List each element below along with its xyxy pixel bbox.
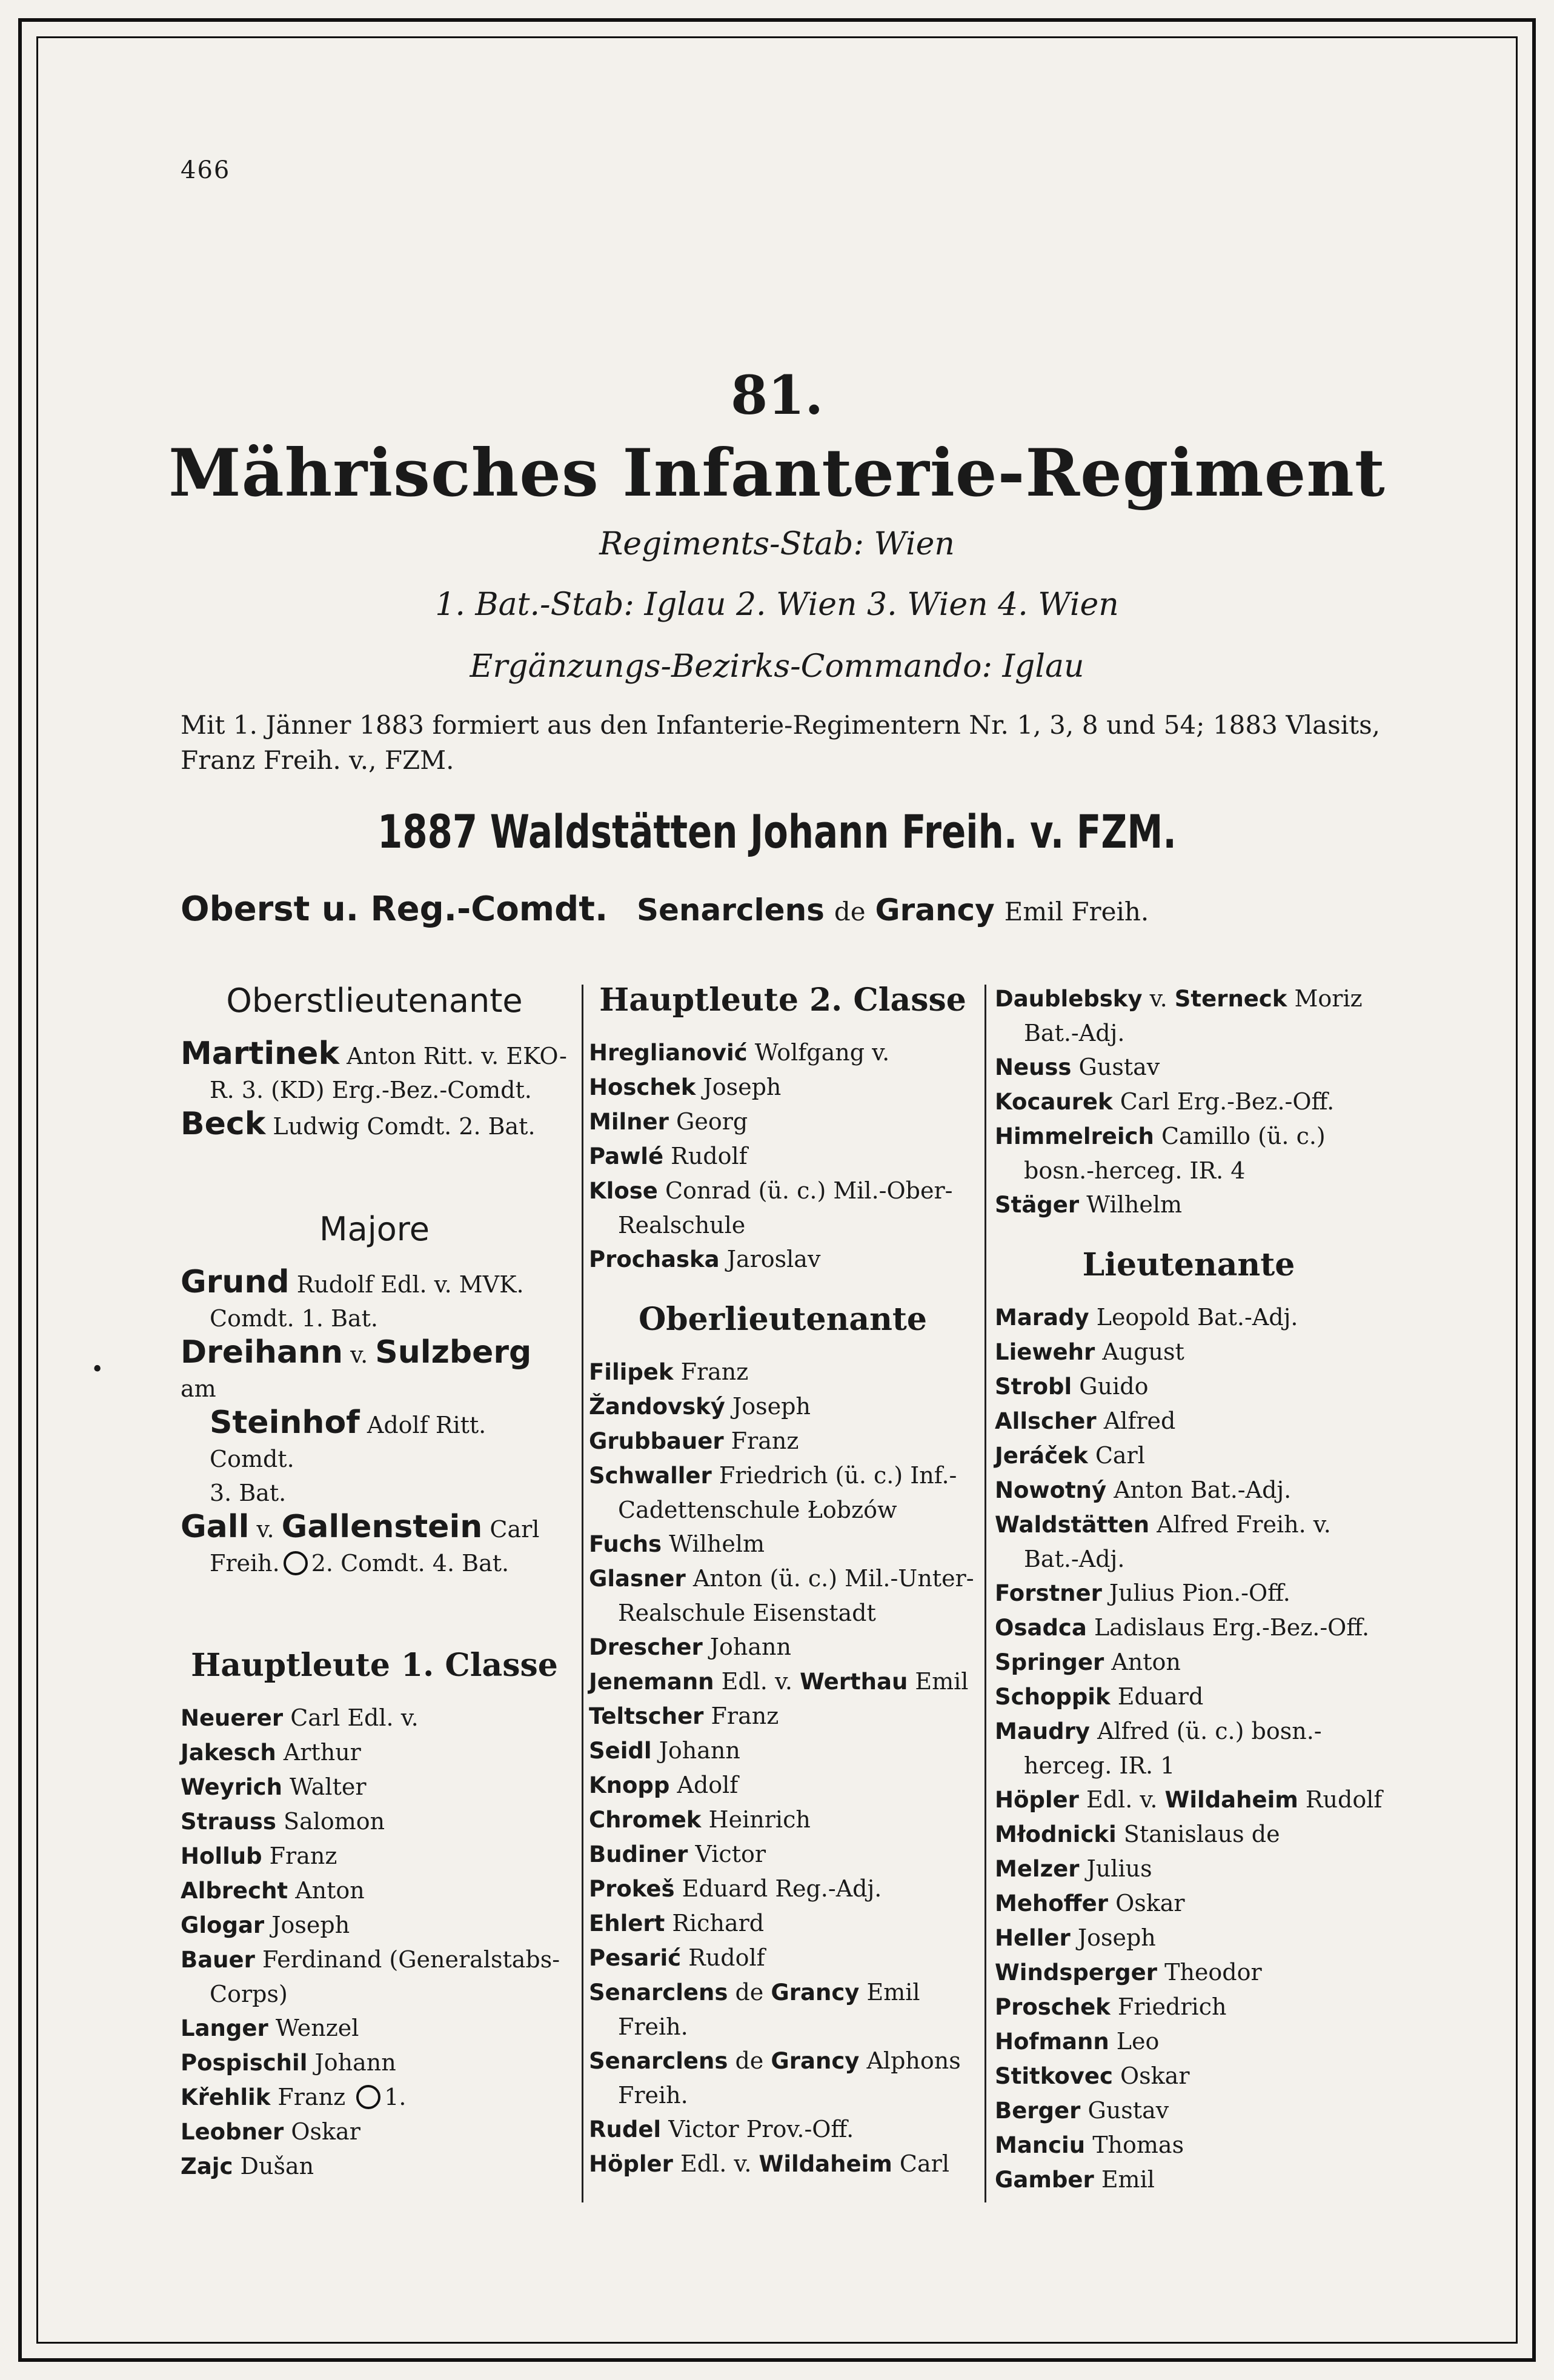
list-item: Melzer Julius [995, 1855, 1152, 1882]
list-item: Knopp Adolf [589, 1772, 739, 1798]
list-item: Hoschek Joseph [589, 1074, 782, 1100]
list-item: Klose Conrad (ü. c.) Mil.-Ober- Realschule [589, 1177, 953, 1238]
list-item: Chromek Heinrich [589, 1806, 811, 1833]
list-item: Dreihann v. Sulzberg am Steinhof Adolf Ritt. Comdt. 3. Bat. [181, 1334, 532, 1506]
list-item: Schoppik Eduard [995, 1683, 1204, 1710]
stray-mark: • [91, 1357, 104, 1382]
list-item: Maudry Alfred (ü. c.) bosn.- herceg. IR. 1 [995, 1718, 1322, 1779]
list-item: Hofmann Leo [995, 2028, 1160, 2055]
column-1 [181, 982, 568, 2184]
list-item: Manciu Thomas [995, 2132, 1184, 2158]
list-item: Žandovský Joseph [589, 1393, 811, 1420]
list-item: Milner Georg [589, 1108, 748, 1135]
list-item: Prochaska Jaroslav [589, 1246, 821, 1272]
hauptleute-1-heading: Hauptleute 1. Classe [191, 1647, 558, 1684]
list-item: Himmelreich Camillo (ü. c.) bosn.-herceg. IR. 4 [995, 1123, 1326, 1184]
list-item: Bauer Ferdinand (Generalstabs- Corps) [181, 1946, 560, 2007]
list-item: Prokeš Eduard Reg.-Adj. [589, 1875, 882, 1902]
list-item: Grund Rudolf Edl. v. MVK. Comdt. 1. Bat. [181, 1264, 524, 1332]
list-item: Langer Wenzel [181, 2015, 359, 2041]
list-item: Hollub Franz [181, 1843, 337, 1869]
list-item: Ehlert Richard [589, 1910, 765, 1936]
ergaenzungs-commando-line: Ergänzungs-Bezirks-Commando: Iglau [470, 648, 1084, 685]
oberlieutenante-continued-list [995, 982, 1383, 1222]
list-item: Jenemann Edl. v. Werthau Emil [589, 1668, 969, 1695]
list-item: Neuss Gustav [995, 1054, 1160, 1080]
oberstlieutenante-heading: Oberstlieutenante [226, 982, 523, 1020]
list-item: Berger Gustav [995, 2097, 1169, 2124]
list-item: Windsperger Theodor [995, 1959, 1262, 1986]
hauptleute-2-heading: Hauptleute 2. Classe [599, 982, 966, 1019]
page-number: 466 [181, 156, 231, 184]
list-item: Grubbauer Franz [589, 1428, 799, 1454]
list-item: Rudel Victor Prov.-Off. [589, 2116, 854, 2142]
decoration-circle-icon [356, 2085, 380, 2109]
list-item: Hreglianović Wolfgang v. [589, 1039, 890, 1066]
bataillon-stab-line: 1. Bat.-Stab: Iglau 2. Wien 3. Wien 4. Wien [435, 587, 1119, 623]
oberst-de: de [834, 897, 866, 926]
list-item: Křehlik Franz 1. [181, 2084, 407, 2110]
list-item: Neuerer Carl Edl. v. [181, 1704, 419, 1731]
list-item: Pesarić Rudolf [589, 1944, 765, 1971]
oberst-name-2: Grancy [875, 892, 995, 928]
column-rule-1 [582, 985, 583, 2202]
list-item: Budiner Victor [589, 1841, 766, 1867]
list-item: Höpler Edl. v. Wildaheim Carl [589, 2150, 949, 2177]
list-item: Nowotný Anton Bat.-Adj. [995, 1477, 1292, 1503]
list-item: Mehoffer Oskar [995, 1890, 1185, 1916]
oberst-rank: Oberst u. Reg.-Comdt. [181, 889, 608, 929]
list-item: Albrecht Anton [181, 1877, 365, 1904]
list-item: Daublebsky v. Sterneck Moriz Bat.-Adj. [995, 985, 1363, 1046]
list-item: Teltscher Franz [589, 1703, 779, 1729]
list-item: Allscher Alfred [995, 1408, 1176, 1434]
oberst-line [181, 889, 1149, 929]
list-item: Waldstätten Alfred Freih. v. Bat.-Adj. [995, 1511, 1331, 1572]
list-item: Liewehr August [995, 1338, 1184, 1365]
decoration-circle-icon [284, 1551, 308, 1575]
list-item: Zajc Dušan [181, 2153, 314, 2179]
list-item: Schwaller Friedrich (ü. c.) Inf.- Cadettenschule Łobzów [589, 1462, 957, 1523]
list-item: Seidl Johann [589, 1737, 740, 1764]
list-item: Weyrich Walter [181, 1773, 367, 1800]
list-item: Stitkovec Oskar [995, 2063, 1190, 2089]
regiments-stab-line: Regiments-Stab: Wien [599, 526, 955, 562]
list-item: Pawlé Rudolf [589, 1143, 748, 1169]
list-item: Heller Joseph [995, 1924, 1156, 1951]
list-item: Jakesch Arthur [181, 1739, 361, 1766]
list-item: Glogar Joseph [181, 1912, 350, 1938]
list-item: Kocaurek Carl Erg.-Bez.-Off. [995, 1088, 1335, 1115]
formation-note: Mit 1. Jänner 1883 formiert aus den Infanterie-Regimentern Nr. 1, 3, 8 und 54; 1883 Vlasits, Franz Freih. v., FZM. [181, 710, 1380, 775]
list-item: Stäger Wilhelm [995, 1191, 1183, 1218]
column-3 [995, 982, 1383, 2197]
list-item: Młodnicki Stanislaus de [995, 1821, 1280, 1847]
majore-heading: Majore [319, 1210, 430, 1248]
list-item: Jeráček Carl [995, 1442, 1145, 1469]
oberst-given: Emil Freih. [1004, 897, 1149, 926]
list-item: Filipek Franz [589, 1358, 749, 1385]
list-item: Drescher Johann [589, 1634, 791, 1660]
list-item: Osadca Ladislaus Erg.-Bez.-Off. [995, 1614, 1370, 1641]
list-item: Senarclens de Grancy Alphons Freih. [589, 2047, 961, 2109]
list-item: Gall v. Gallenstein Carl Freih. 2. Comdt. 4. Bat. [181, 1509, 540, 1577]
regiment-title: Mährisches Infanterie-Regiment [168, 435, 1386, 511]
list-item: Höpler Edl. v. Wildaheim Rudolf [995, 1786, 1383, 1813]
list-item: Springer Anton [995, 1649, 1181, 1675]
list-item: Glasner Anton (ü. c.) Mil.-Unter- Realschule Eisenstadt [589, 1565, 974, 1626]
list-item: Strauss Salomon [181, 1808, 385, 1835]
column-2 [589, 982, 977, 2181]
list-item: Beck Ludwig Comdt. 2. Bat. [181, 1106, 536, 1142]
inhaber-line: 1887 Waldstätten Johann Freih. v. FZM. [377, 805, 1177, 859]
list-item: Senarclens de Grancy Emil Freih. [589, 1979, 920, 2040]
column-rule-2 [985, 985, 986, 2202]
oberlieutenante-heading: Oberlieutenante [638, 1301, 928, 1338]
lieutenante-heading: Lieutenante [1082, 1246, 1295, 1283]
regiment-number: 81. [730, 364, 824, 427]
list-item: Proschek Friedrich [995, 1993, 1227, 2020]
list-item: Strobl Guido [995, 1373, 1149, 1400]
lieutenante-list [995, 1300, 1383, 2197]
list-item: Gamber Emil [995, 2166, 1155, 2193]
hauptleute-1-list [181, 1701, 568, 2184]
list-item: Forstner Julius Pion.-Off. [995, 1580, 1290, 1606]
list-item: Leobner Oskar [181, 2118, 360, 2145]
oberst-name-1: Senarclens [636, 892, 825, 928]
oberlieutenante-list [589, 1355, 977, 2181]
list-item: Martinek Anton Ritt. v. EKO- R. 3. (KD) Erg.-Bez.-Comdt. [181, 1035, 567, 1103]
list-item: Marady Leopold Bat.-Adj. [995, 1304, 1298, 1331]
list-item: Fuchs Wilhelm [589, 1531, 765, 1557]
list-item: Pospischil Johann [181, 2049, 396, 2076]
hauptleute-2-list [589, 1035, 977, 1277]
